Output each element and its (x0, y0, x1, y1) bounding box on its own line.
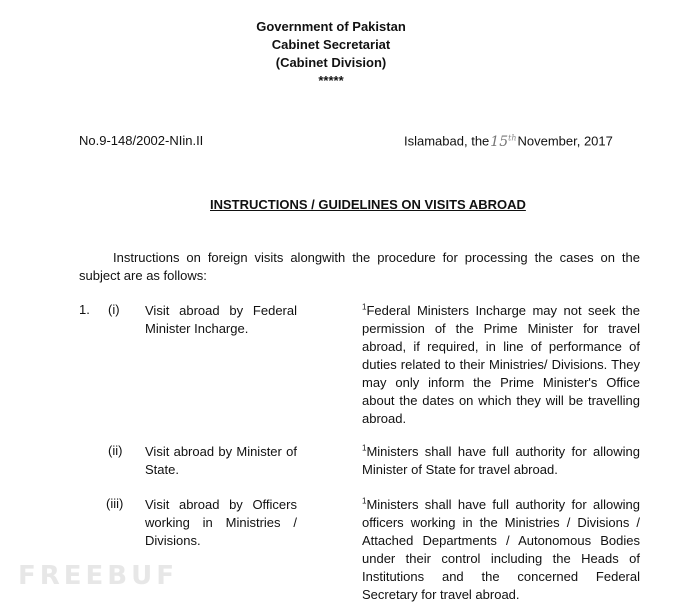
section-roman: (ii) (108, 443, 123, 458)
section-description: $^1$Ministers shall have full authority for allowing officers working in the Ministries / Divisions / Attached Departments / Autonomous Bodies under their control including the Heads of Institutions and the concerned Federal Secretary for travel abroad. (362, 496, 640, 602)
freebuf-watermark: FREEBUF (18, 561, 178, 591)
footnote-marker: 1 (362, 496, 367, 506)
section-label: Visit abroad by Federal Minister Incharge. (145, 303, 297, 336)
section-roman: (iii) (106, 496, 124, 511)
footnote-marker: 1 (362, 443, 367, 453)
reference-number: No.9-148/2002-NIin.II (79, 133, 204, 148)
document-title: INSTRUCTIONS / GUIDELINES ON VISITS ABROAD (210, 197, 526, 212)
date-suffix: November, 2017 (517, 133, 613, 149)
section-roman: (i) (108, 302, 120, 317)
header-secretariat: Cabinet Secretariat (271, 37, 391, 52)
date-prefix: Islamabad, the (404, 133, 490, 149)
section-description: $^1$Federal Ministers Incharge may not seek the permission of the Prime Minister for travel abroad, if required, in line of performance of duties related to their Ministries/ Divisions. They may only inform the Prime Minister's Office about the dates on which they will be travelling abroad. (362, 302, 640, 426)
header-government: Government of Pakistan (256, 19, 406, 34)
footnote-marker: 1 (362, 302, 367, 312)
section-label: Visit abroad by Officers working in Ministries / Divisions. (145, 497, 297, 548)
header-asterisks: ***** (318, 73, 344, 88)
intro-paragraph: Instructions on foreign visits alongwith the procedure for processing the cases on the subject are as follows: (79, 250, 640, 283)
header-division: (Cabinet Division) (275, 55, 387, 70)
section-description: $^1$Ministers shall have full authority for allowing Minister of State for travel abroad. (362, 443, 640, 477)
date-day-handwritten: 15th (490, 133, 517, 150)
document-date (404, 133, 613, 150)
section-number: 1. (79, 302, 90, 317)
section-label: Visit abroad by Minister of State. (145, 444, 297, 477)
document-header (0, 18, 690, 90)
